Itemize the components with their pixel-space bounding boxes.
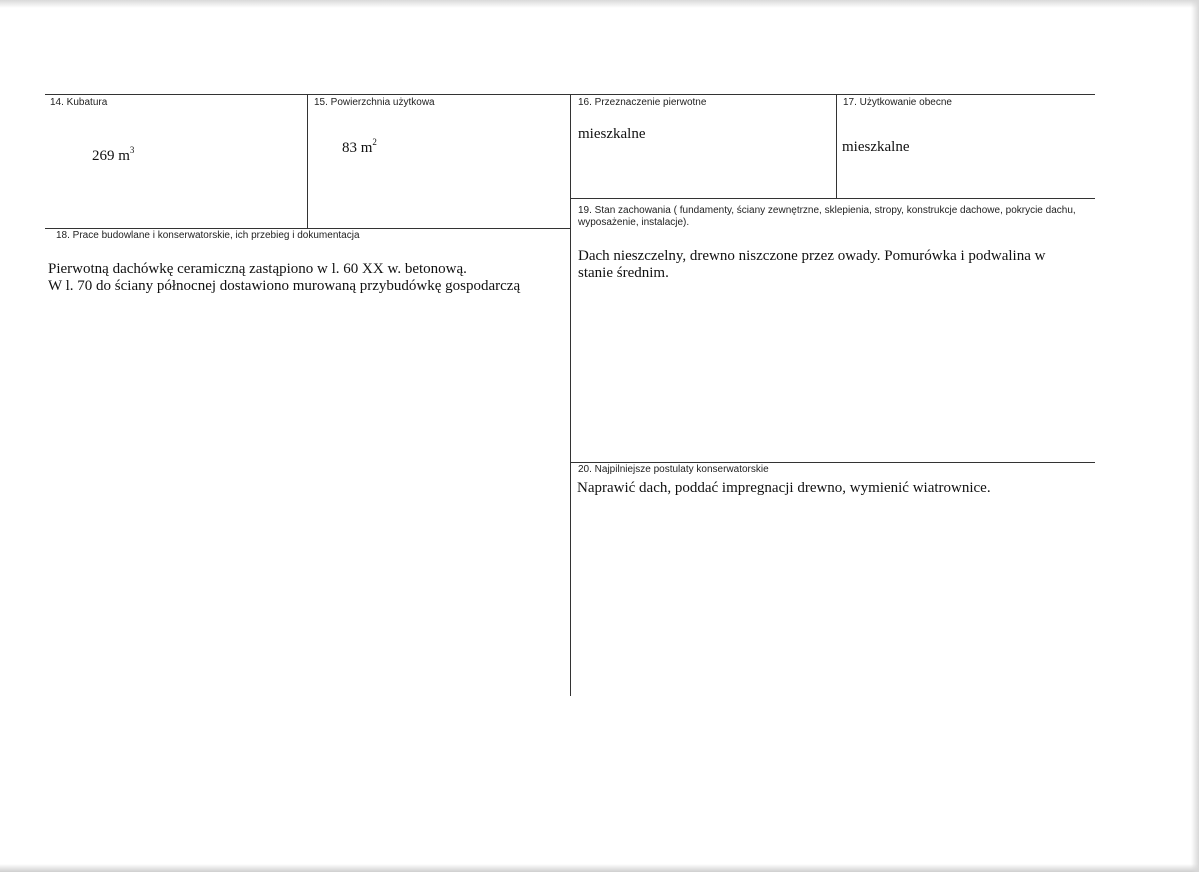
scan-edge-bottom [0, 864, 1199, 872]
field-19-label: 19. Stan zachowania ( fundamenty, ściany zewnętrzne, sklepienia, stropy, konstrukcje dachowe, pokrycie dachu, wyposażenie, instalacje). [578, 205, 1076, 228]
field-19-value: Dach nieszczelny, drewno niszczone przez owady. Pomurówka i podwalina w stanie średnim. [578, 248, 1046, 281]
field-15-number: 83 m [342, 140, 373, 156]
field-17-label: 17. Użytkowanie obecne [843, 97, 952, 108]
field-15-label: 15. Powierzchnia użytkowa [314, 97, 435, 108]
field-18-label: 18. Prace budowlane i konserwatorskie, ich przebieg i dokumentacja [56, 230, 360, 241]
field-15-value [342, 137, 377, 157]
field-20-label: 20. Najpilniejsze postulaty konserwatorskie [578, 464, 769, 475]
divider-14-15 [307, 94, 308, 228]
field-16-label: 16. Przeznaczenie pierwotne [578, 97, 707, 108]
field-15-power: 2 [372, 137, 377, 147]
field-17-value: mieszkalne [842, 139, 910, 155]
border-above-19 [570, 198, 1095, 199]
field-18-line-1: Pierwotną dachówkę ceramiczną zastąpiono w l. 60 XX w. betonową. [48, 261, 467, 277]
field-14-power: 3 [129, 145, 135, 155]
divider-16-17 [836, 94, 837, 198]
scan-edge-right [1191, 0, 1199, 872]
field-20-value: Naprawić dach, poddać impregnacji drewno, wymienić wiatrownice. [577, 480, 991, 496]
field-14-number: 269 m [92, 148, 130, 164]
field-16-value: mieszkalne [578, 126, 646, 142]
field-14-label: 14. Kubatura [50, 97, 108, 108]
field-18-line-2: W l. 70 do ściany północnej dostawiono murowaną przybudówkę gospodarczą [48, 278, 521, 294]
border-above-20 [570, 462, 1095, 463]
divider-main [570, 94, 571, 696]
border-above-18 [45, 228, 570, 229]
field-14-value [92, 145, 135, 165]
scan-edge-top [0, 0, 1199, 8]
